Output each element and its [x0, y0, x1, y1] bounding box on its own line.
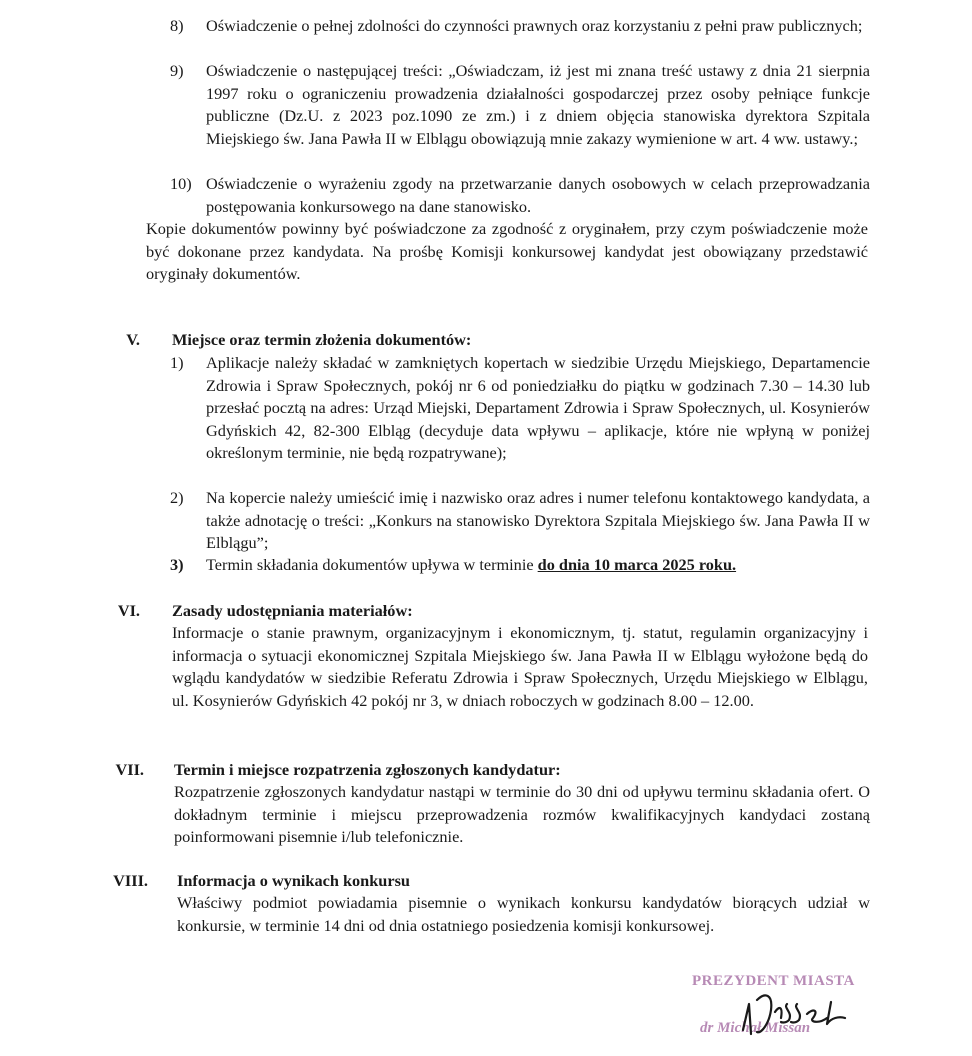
section-v-title: Miejsce oraz termin złożenia dokumentów: — [172, 330, 472, 349]
list-item-text: Na kopercie należy umieścić imię i nazwisko oraz adres i numer telefonu kontaktowego kandydata, a także adnotację o treści: „Konkurs na stanowisko Dyrektora Szpitala Miejskiego św. Jana Pawła II w Elblągu”; — [206, 488, 870, 552]
list-item-number: 1) — [170, 353, 184, 372]
list-item-number: 8) — [170, 16, 184, 35]
section-viii-number: VIII. — [113, 871, 148, 890]
list-item-number: 3) — [170, 555, 184, 574]
list-item-number: 10) — [170, 174, 192, 193]
list-item-text: Oświadczenie o wyrażeniu zgody na przetwarzanie danych osobowych w celach przeprowadzania postępowania konkursowego na dane stanowisko. — [206, 174, 870, 216]
section-vii-body: Rozpatrzenie zgłoszonych kandydatur nastąpi w terminie do 30 dni od upływu terminu składania ofert. O dokładnym terminie i miejscu przeprowadzenia rozmów kwalifikacyjnych kandydaci zostaną poinformowani pisemnie i/lub telefonicznie. — [174, 782, 870, 846]
stamp-name: dr Michał Missan — [700, 1020, 811, 1036]
deadline-text: Termin składania dokumentów upływa w terminie — [206, 555, 538, 574]
section-vii-title: Termin i miejsce rozpatrzenia zgłoszonych kandydatur: — [174, 760, 561, 779]
list-item-text: Aplikacje należy składać w zamkniętych kopertach w siedzibie Urzędu Miejskiego, Departamencie Zdrowia i Spraw Społecznych, pokój nr 6 od poniedziałku do piątku w godzinach 7.30 – 14.30 lub przesłać pocztą na adres: Urząd Miejski, Departament Zdrowia i Spraw Społecznych, ul. Kosynierów Gdyńskich 42, 82-300 Elbląg (decyduje data wpływu – aplikacje, które nie wpłyną w poniżej określonym terminie, nie będą rozpatrywane); — [206, 353, 870, 462]
list-item — [170, 173, 870, 218]
list-item — [170, 15, 870, 38]
list-item-number: 9) — [170, 61, 184, 80]
list-item — [170, 487, 870, 555]
section-viii-title: Informacja o wynikach konkursu — [177, 871, 410, 890]
list-item-text — [206, 554, 870, 577]
list-item-text: Oświadczenie o następującej treści: „Oświadczam, iż jest mi znana treść ustawy z dnia 21 sierpnia 1997 roku o ograniczeniu prowadzenia działalności gospodarczej przez osoby pełniące funkcje publiczne (Dz.U. z 2023 poz.1090 ze zm.) i z dniem objęcia stanowiska dyrektora Szpitala Miejskiego św. Jana Pawła II w Elblągu obowiązują mnie zakazy wymienione w art. 4 ww. ustawy.; — [206, 61, 870, 148]
copies-note: Kopie dokumentów powinny być poświadczone za zgodność z oryginałem, przy czym poświadczenie może być dokonane przez kandydata. Na prośbę Komisji konkursowej kandydat jest obowiązany przedstawić oryginały dokumentów. — [146, 219, 868, 283]
list-item — [170, 554, 870, 577]
section-vi-number: VI. — [117, 601, 140, 620]
signature-image — [735, 982, 865, 1042]
section-vii-number: VII. — [115, 760, 144, 779]
stamp-title: PREZYDENT MIASTA — [692, 973, 855, 989]
section-vi-body: Informacje o stanie prawnym, organizacyjnym i ekonomicznym, tj. statut, regulamin organizacyjny i informacja o sytuacji ekonomicznej Szpitala Miejskiego św. Jana Pawła II w Elblągu wyłożone będą do wglądu kandydatów w siedzibie Referatu Zdrowia i Spraw Społecznych, Urzędu Miejskiego w Elblągu, ul. Kosynierów Gdyńskich 42 pokój nr 3, w dniach roboczych w godzinach 8.00 – 12.00. — [172, 623, 868, 710]
list-item-text: Oświadczenie o pełnej zdolności do czynności prawnych oraz korzystaniu z pełni praw publicznych; — [206, 16, 863, 35]
deadline-date: do dnia 10 marca 2025 roku. — [537, 555, 737, 574]
list-item — [170, 60, 870, 150]
section-viii-body: Właściwy podmiot powiadamia pisemnie o wynikach konkursu kandydatów biorących udział w konkursie, w terminie 14 dni od dnia ostatniego posiedzenia komisji konkursowej. — [177, 893, 870, 935]
list-item-number: 2) — [170, 488, 184, 507]
section-v-number: V. — [126, 330, 140, 349]
section-vi-title: Zasady udostępniania materiałów: — [172, 601, 413, 620]
list-item — [170, 352, 870, 465]
